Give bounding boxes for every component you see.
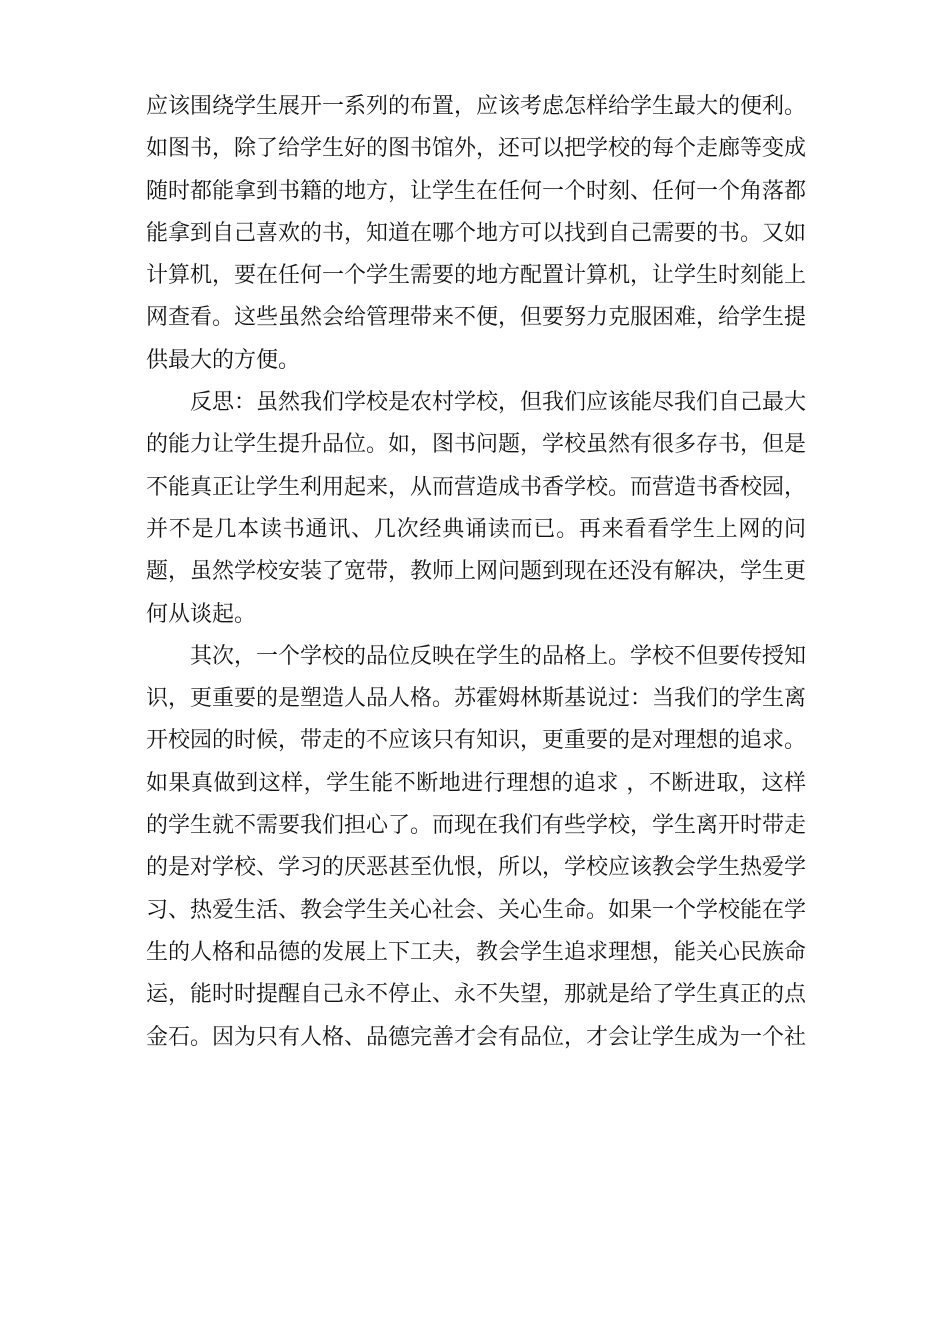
- paragraph-reflection: 反思：虽然我们学校是农村学校，但我们应该能尽我们自己最大的能力让学生提升品位。如，图书问题，学校虽然有很多存书，但是不能真正让学生利用起来，从而营造成书香学校。而营造书香校园，并不是几本读书通讯、几次经典诵读而已。再来看看学生上网的问题，虽然学校安装了宽带，教师上网问题到现在还没有解决，学生更何从谈起。: [146, 390, 807, 627]
- document-page: [146, 86, 806, 1059]
- paragraph-continued: 应该围绕学生展开一系列的布置，应该考虑怎样给学生最大的便利。如图书，除了给学生好的图书馆外，还可以把学校的每个走廊等变成随时都能拿到书籍的地方，让学生在任何一个时刻、任何一个角落都能拿到自己喜欢的书，知道在哪个地方可以找到自己需要的书。又如计算机，要在任何一个学生需要的地方配置计算机，让学生时刻能上网查看。这些虽然会给管理带来不便，但要努力克服困难，给学生提供最大的方便。: [146, 94, 807, 373]
- paragraph-secondly: 其次，一个学校的品位反映在学生的品格上。学校不但要传授知识，更重要的是塑造人品人格。苏霍姆林斯基说过：当我们的学生离开校园的时候，带走的不应该只有知识，更重要的是对理想的追求。如果真做到这样，学生能不断地进行理想的追求 ，不断进取，这样的学生就不需要我们担心了。而现在我们有些学校，学生离开时带走的是对学校、学习的厌恶甚至仇恨，所以，学校应该教会学生热爱学习、热爱生活、教会学生关心社会、关心生命。如果一个学校能在学生的人格和品德的发展上下工夫，教会学生追求理想，能关心民族命运，能时时提醒自己永不停止、永不失望，那就是给了学生真正的点金石。因为只有人格、品德完善才会有品位，才会让学生成为一个社: [146, 643, 807, 1050]
